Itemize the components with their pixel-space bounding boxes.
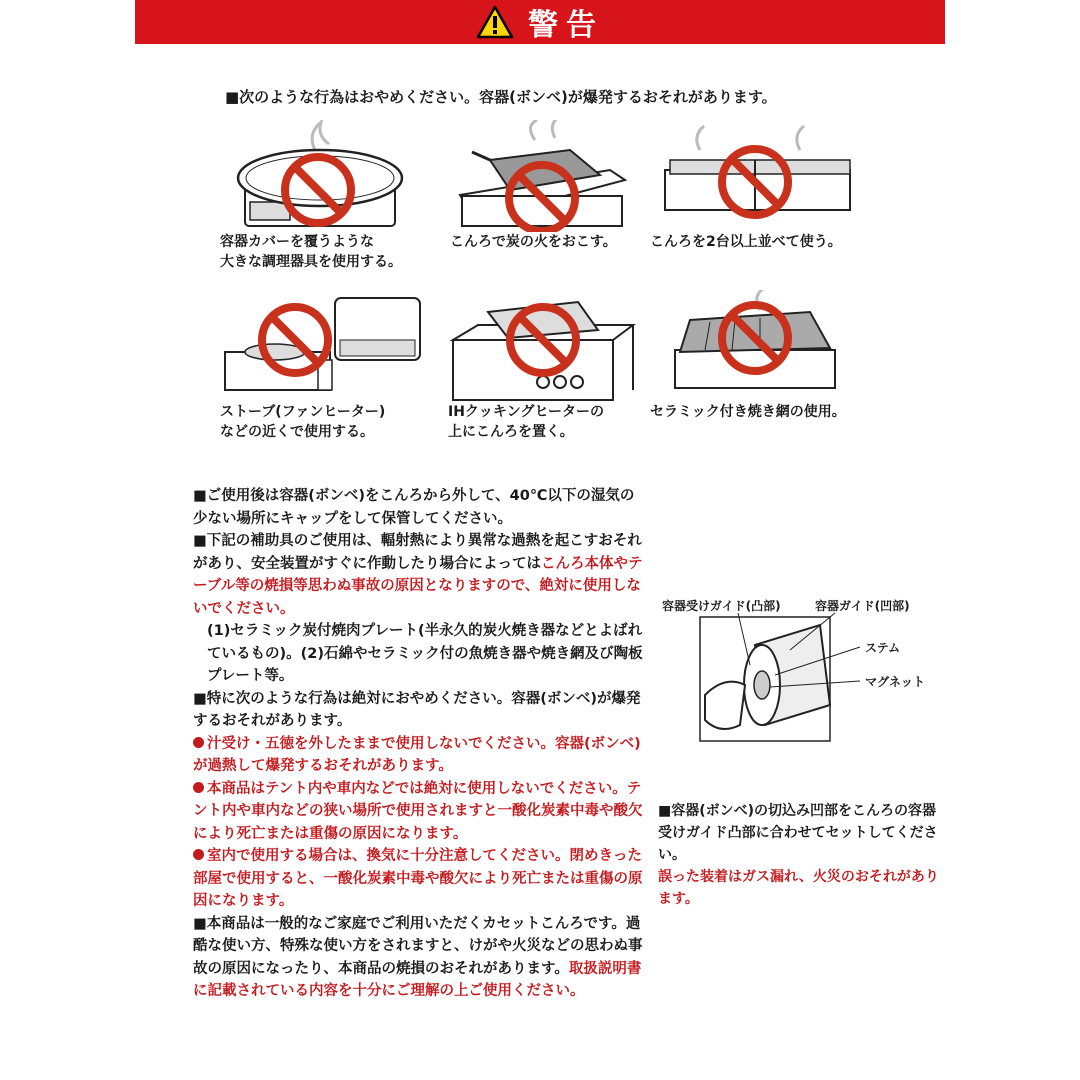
charcoal-illustration bbox=[450, 120, 680, 232]
accessory-warning: ■下記の補助具のご使用は、輻射熱により異常な過熱を起こすおそれがあり、安全装置がすぐに作動したり場合によってはこんろ本体やテーブル等の焼損等思わぬ事故の原因となりますので、絶対に使用しないでください。 bbox=[193, 533, 643, 617]
large-pan-illustration bbox=[220, 120, 450, 232]
label-guide-convex: 容器受けガイド(凸部) bbox=[662, 599, 781, 613]
bullet-icon bbox=[193, 737, 204, 748]
prohibited-caption: ストーブ(ファンヒーター) などの近くで使用する。 bbox=[220, 404, 386, 440]
prohibited-caption: セラミック付き焼き網の使用。 bbox=[650, 404, 846, 420]
red-warning-1: 汁受け・五徳を外したままで使用しないでください。容器(ボンベ)が過熱して爆発するおそれがあります。 bbox=[193, 735, 641, 774]
red-warning-2: 本商品はテント内や車内などでは絶対に使用しないでください。テント内や車内などの狭い場所で使用されますと一酸化炭素中毒や酸欠により死亡または重傷の原因になります。 bbox=[193, 780, 643, 842]
prohibited-item-large-pan bbox=[220, 120, 450, 272]
prohibited-item-ceramic-grill bbox=[650, 290, 880, 422]
banner-title: 警告 bbox=[528, 8, 604, 43]
near-heater-illustration bbox=[220, 290, 450, 402]
bullet-icon bbox=[193, 849, 204, 860]
prohibited-caption: こんろで炭の火をおこす。 bbox=[450, 234, 617, 250]
intro-text: ■次のような行為はおやめください。容器(ボンベ)が爆発するおそれがあります。 bbox=[225, 88, 777, 106]
label-guide-concave: 容器ガイド(凹部) bbox=[815, 599, 910, 613]
prohibited-item-near-heater bbox=[220, 290, 450, 442]
prohibited-caption: 容器カバーを覆うような 大きな調理器具を使用する。 bbox=[220, 234, 402, 270]
cartridge-illustration bbox=[660, 595, 940, 745]
prohibited-item-charcoal bbox=[450, 120, 680, 252]
label-magnet: マグネット bbox=[865, 675, 925, 689]
usage-warning: ■本商品は一般的なご家庭でご利用いただくカセットこんろです。過酷な使い方、特殊な使い方をされますと、けがや火災などの思わぬ事故の原因になったり、本商品の焼損のおそれがあります。取扱説明書に記載されている内容を十分にご理解の上ご使用ください。 bbox=[193, 915, 643, 999]
warning-banner bbox=[135, 0, 945, 44]
prohibited-item-on-ih-cooker bbox=[448, 290, 678, 442]
on-ih-cooker-illustration bbox=[448, 290, 678, 402]
red-warning-3: 室内で使用する場合は、換気に十分注意してください。閉めきった部屋で使用すると、一酸化炭素中毒や酸欠により死亡または重傷の原因になります。 bbox=[193, 848, 643, 909]
label-stem: ステム bbox=[865, 641, 901, 655]
prohibited-item-two-stoves bbox=[650, 120, 880, 252]
accessory-list: (1)セラミック炭付焼肉プレート(半永久的炭火焼き器などとよばれているもの)。(2)石綿やセラミック付の魚焼き器や焼き網及び陶板プレート等。 bbox=[207, 623, 643, 684]
cartridge-diagram bbox=[660, 595, 940, 745]
warning-triangle-icon bbox=[476, 5, 514, 39]
warnings-column bbox=[193, 485, 643, 1003]
prohibited-caption: こんろを2台以上並べて使う。 bbox=[650, 234, 842, 250]
explosion-warning: ■特に次のような行為は絶対におやめください。容器(ボンベ)が爆発するおそれがあります。 bbox=[193, 690, 641, 729]
setup-note: ■容器(ボンベ)の切込み凹部をこんろの容器受けガイド凸部に合わせてセットしてください。 誤った装着はガス漏れ、火災のおそれがあります。 bbox=[658, 803, 939, 907]
ceramic-grill-illustration bbox=[650, 290, 880, 402]
two-stoves-illustration bbox=[650, 120, 880, 232]
storage-warning: ■ご使用後は容器(ボンベ)をこんろから外して、40℃以下の湿気の少ない場所にキャップをして保管してください。 bbox=[193, 488, 635, 527]
prohibited-caption: IHクッキングヒーターの 上にこんろを置く。 bbox=[448, 404, 604, 440]
bullet-icon bbox=[193, 782, 204, 793]
